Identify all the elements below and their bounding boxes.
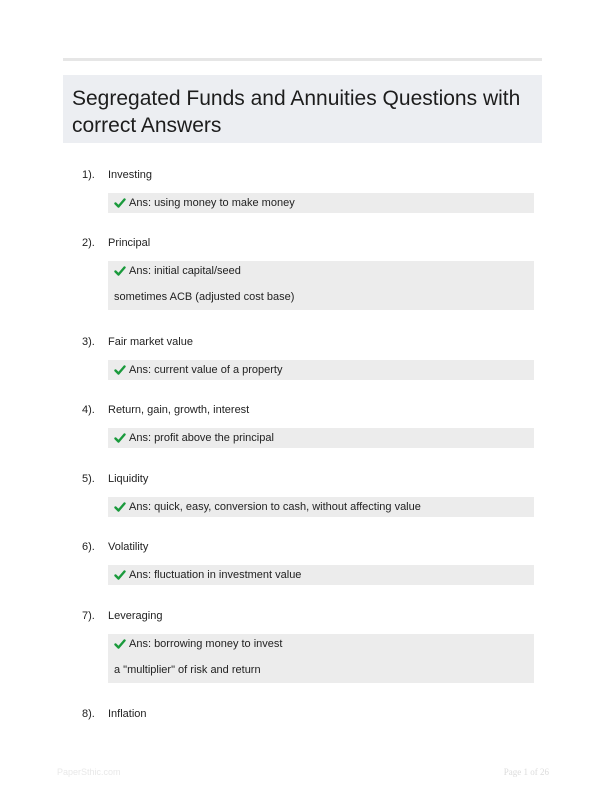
answer-line xyxy=(114,428,528,448)
answer-line xyxy=(114,497,528,517)
answer-line xyxy=(114,565,528,585)
footer-page-number: Page 1 of 26 xyxy=(503,767,549,777)
answer-text: Ans: using money to make money xyxy=(129,197,295,209)
check-icon xyxy=(114,501,126,513)
question-term: Leveraging xyxy=(108,610,163,622)
answer-text: Ans: profit above the principal xyxy=(129,432,274,444)
question-term: Volatility xyxy=(108,541,149,553)
answer-box xyxy=(108,497,534,517)
question-number: 4). xyxy=(82,404,95,416)
question-term: Return, gain, growth, interest xyxy=(108,404,250,416)
check-icon xyxy=(114,569,126,581)
check-icon xyxy=(114,197,126,209)
question-number: 2). xyxy=(82,237,95,249)
answer-note: a "multiplier" of risk and return xyxy=(114,664,261,676)
check-icon xyxy=(114,265,126,277)
answer-line xyxy=(114,261,528,281)
question-number: 6). xyxy=(82,541,95,553)
answer-box xyxy=(108,360,534,380)
answer-text: Ans: quick, easy, conversion to cash, without affecting value xyxy=(129,501,421,513)
answer-text: Ans: initial capital/seed xyxy=(129,265,241,277)
check-icon xyxy=(114,432,126,444)
question-term: Liquidity xyxy=(108,473,149,485)
answer-text: Ans: current value of a property xyxy=(129,364,283,376)
question-number: 1). xyxy=(82,169,95,181)
question-number: 8). xyxy=(82,708,95,720)
question-number: 3). xyxy=(82,336,95,348)
answer-line xyxy=(114,193,528,213)
answer-note: sometimes ACB (adjusted cost base) xyxy=(114,291,295,303)
check-icon xyxy=(114,364,126,376)
page-title: Segregated Funds and Annuities Questions with correct Answers xyxy=(72,87,521,137)
answer-box xyxy=(108,193,534,213)
question-term: Inflation xyxy=(108,708,147,720)
answer-box xyxy=(108,634,534,683)
answer-box xyxy=(108,428,534,448)
answer-box xyxy=(108,565,534,585)
answer-text: Ans: fluctuation in investment value xyxy=(129,569,302,581)
question-number: 5). xyxy=(82,473,95,485)
question-term: Fair market value xyxy=(108,336,193,348)
question-term: Principal xyxy=(108,237,151,249)
footer-site-watermark: PaperSthic.com xyxy=(57,767,121,777)
answer-box xyxy=(108,261,534,310)
question-number: 7). xyxy=(82,610,95,622)
check-icon xyxy=(114,638,126,650)
question-term: Investing xyxy=(108,169,153,181)
answer-line xyxy=(114,634,528,654)
answer-text: Ans: borrowing money to invest xyxy=(129,638,283,650)
answer-line xyxy=(114,360,528,380)
